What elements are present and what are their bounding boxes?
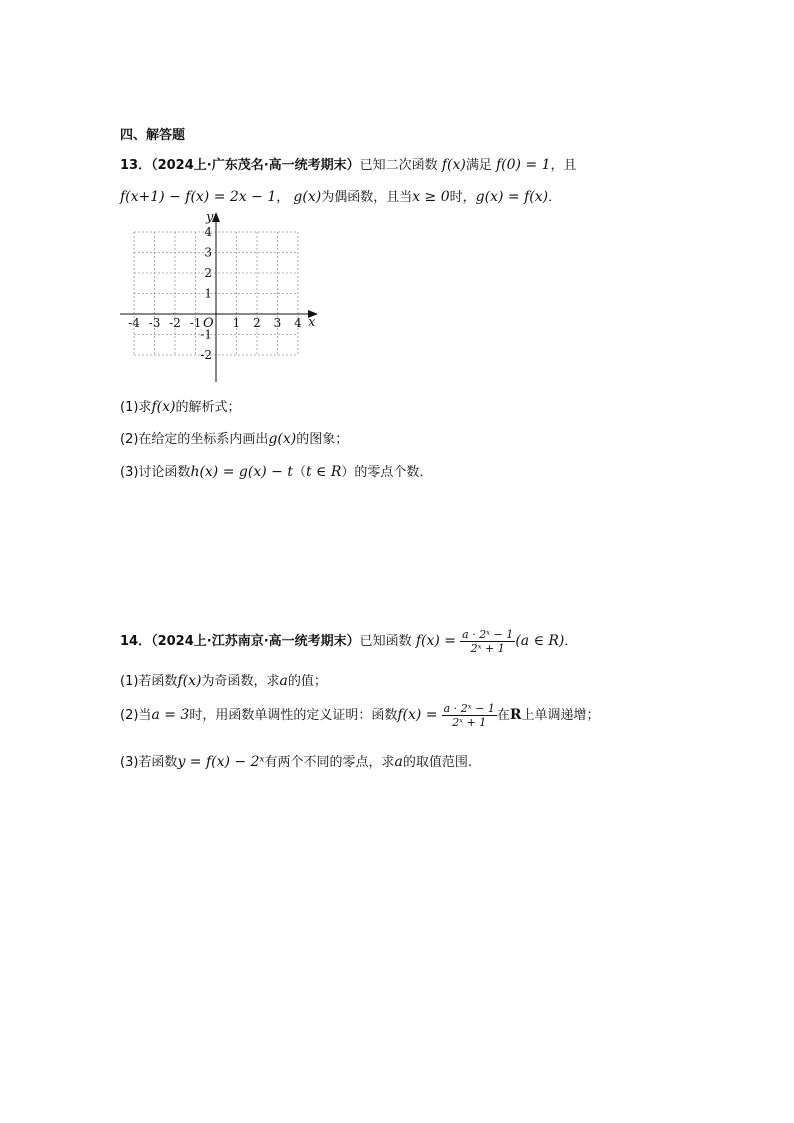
- q14-part2-frac-den: 2ˣ + 1: [452, 716, 487, 729]
- q14-part1-a: 若函数: [138, 674, 178, 689]
- q14-frac-num: a · 2ˣ − 1: [462, 628, 514, 641]
- q14-part2-lhs: f(x) =: [397, 707, 438, 723]
- q14-part3-c: 的取值范围.: [402, 755, 473, 770]
- q13-line2: [120, 186, 561, 205]
- x-tick-1: 1: [232, 316, 241, 330]
- q14-number: 14．: [120, 634, 152, 649]
- q14-part2-label: (2): [120, 708, 139, 723]
- x-tick--4: -4: [128, 316, 140, 330]
- q14-part2-set: R: [509, 707, 522, 723]
- q14-part3-a: 若函数: [138, 755, 178, 770]
- y-tick--2: -2: [200, 348, 212, 362]
- q13-part2: [120, 428, 348, 447]
- q14-part2-cond: a = 3: [151, 707, 190, 723]
- q13-g: g(x): [293, 189, 322, 205]
- q13-part1-b: 的解析式；: [175, 400, 241, 415]
- x-tick-3: 3: [273, 316, 282, 330]
- q14-part2-a: 当: [138, 708, 152, 723]
- q14-frac-den: 2ˣ + 1: [470, 642, 505, 655]
- q13-part3-math: h(x) = g(x) − t: [190, 464, 293, 480]
- q13-part2-a: 在给定的坐标系内画出: [138, 432, 269, 447]
- q13-intro-c: ，且: [550, 158, 577, 173]
- q13-part1-a: 求: [138, 400, 152, 415]
- q13-condition: x ≥ 0: [412, 189, 450, 205]
- q13-intro-b: 满足: [465, 158, 492, 173]
- x-tick-4: 4: [294, 316, 302, 330]
- y-tick-3: 3: [204, 245, 212, 260]
- q13-sep: ，: [276, 190, 290, 205]
- x-tick--1: -1: [189, 316, 202, 330]
- q13-intro-a: 已知二次函数: [359, 158, 438, 173]
- q14-part3-math: y = f(x) − 2ˣ: [177, 754, 265, 770]
- q14-part1-var: a: [279, 673, 288, 689]
- y-tick-4: 4: [204, 225, 212, 239]
- x-tick--2: -2: [169, 316, 181, 330]
- q13-part1-math: f(x): [151, 399, 176, 415]
- x-tick--3: -3: [148, 316, 161, 330]
- q13-part3-cond: t ∈ R: [305, 464, 342, 480]
- y-tick--1: -1: [200, 327, 212, 342]
- q14-func-end: ．: [564, 634, 578, 649]
- q14-func-lhs: f(x) =: [415, 633, 456, 649]
- q13-part3-c: ）的零点个数．: [341, 465, 433, 480]
- q14-part2-b: 时，用函数单调性的定义证明：函数: [189, 708, 398, 723]
- coordinate-grid: [112, 206, 328, 386]
- q14-line1: [120, 628, 577, 655]
- q14-part2-fraction: [442, 702, 497, 729]
- q14-part1-math: f(x): [177, 673, 202, 689]
- q14-source: （2024上·江苏南京·高一统考期末）: [151, 634, 360, 649]
- q13-part3-label: (3): [120, 465, 139, 480]
- q13-part1-label: (1): [120, 400, 139, 415]
- q14-part2-c: 在: [496, 708, 510, 723]
- q13-part1: [120, 396, 240, 415]
- q13-line2-end: ．: [548, 190, 562, 205]
- q13-recurrence: f(x+1) − f(x) = 2x − 1: [120, 189, 277, 205]
- origin-label: O: [203, 316, 214, 331]
- q13-line2-b: 为偶函数，且当: [321, 190, 413, 205]
- q13-part3-b: （: [292, 465, 306, 480]
- q14-part3-var: a: [394, 754, 403, 770]
- q14-part2: [120, 702, 600, 729]
- q14-part2-frac-num: a · 2ˣ − 1: [443, 702, 495, 715]
- q13-number: 13．: [120, 158, 152, 173]
- x-tick-2: 2: [253, 316, 261, 330]
- q14-intro: 已知函数: [359, 634, 412, 649]
- q14-func-cond: (a ∈ R): [515, 633, 565, 649]
- q14-part2-d: 上单调递增；: [521, 708, 600, 723]
- section-title: 四、解答题: [120, 128, 186, 143]
- q13-part3: [120, 461, 432, 480]
- q13-line2-c: 时，: [449, 190, 476, 205]
- x-axis-label: x: [308, 315, 316, 330]
- q13-g-eq-f: g(x) = f(x): [475, 189, 549, 205]
- y-tick-2: 2: [204, 266, 212, 280]
- q14-func-fraction: [460, 628, 515, 655]
- q13-part3-a: 讨论函数: [138, 465, 191, 480]
- q14-part1-label: (1): [120, 674, 139, 689]
- q14-part1-c: 的值；: [287, 674, 327, 689]
- q14-part3: [120, 751, 472, 770]
- q14-part1: [120, 670, 327, 689]
- q14-part3-label: (3): [120, 755, 139, 770]
- q13-part2-math: g(x): [268, 431, 297, 447]
- q13-part2-label: (2): [120, 432, 139, 447]
- q13-cond1: f(x): [441, 157, 466, 173]
- q13-cond2: f(0) = 1: [495, 157, 551, 173]
- y-axis-label: y: [206, 210, 214, 225]
- q14-part1-b: 为奇函数，求: [201, 674, 280, 689]
- q13-line1: [120, 154, 577, 173]
- y-tick-1: 1: [204, 286, 212, 301]
- q13-source: （2024上·广东茂名·高一统考期末）: [151, 158, 360, 173]
- x-tick-labels: [128, 316, 302, 330]
- q13-part2-b: 的图象；: [296, 432, 349, 447]
- q14-part3-b: 有两个不同的零点，求: [264, 755, 395, 770]
